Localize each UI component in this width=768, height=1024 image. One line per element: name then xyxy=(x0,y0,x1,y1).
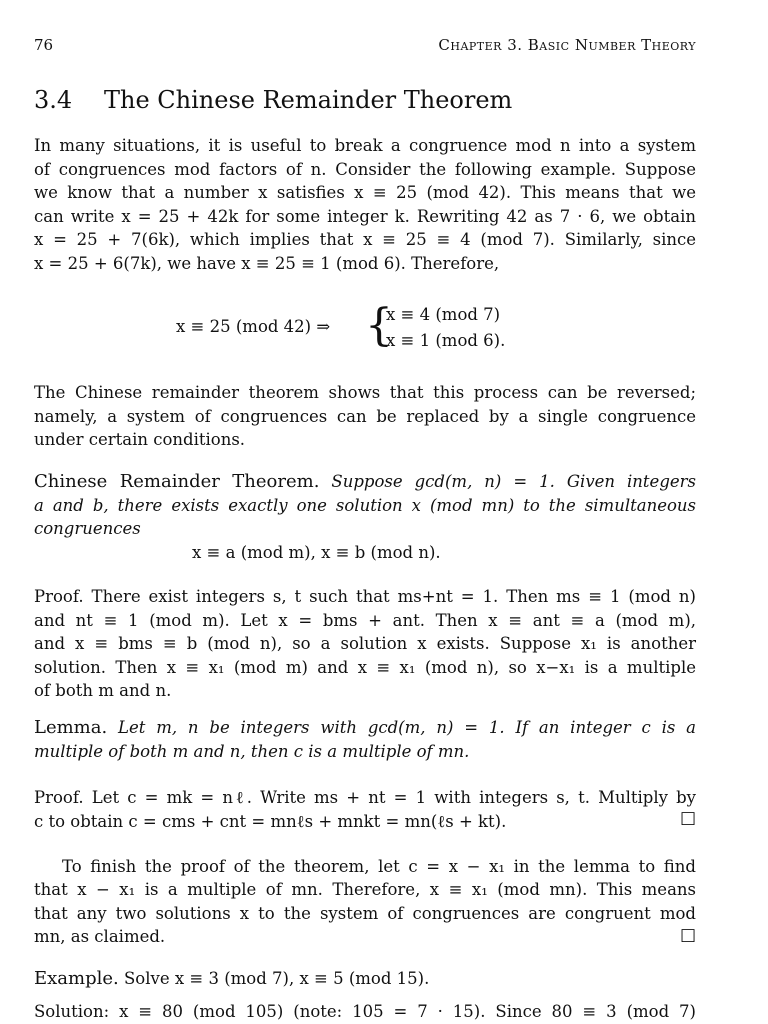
proof-2 xyxy=(34,786,696,833)
para3-line: mn, as claimed. xyxy=(34,927,166,946)
proof-1 xyxy=(34,585,696,703)
lemma-heading: Lemma. xyxy=(34,717,108,738)
intro-line: x = 25 + 6(7k), we have x ≡ 25 ≡ 1 (mod 6). Therefore, xyxy=(34,253,500,273)
intro-line: of congruences mod factors of n. Consider the following example. Suppose xyxy=(34,159,696,179)
display1-case2: x ≡ 1 (mod 6). xyxy=(386,331,506,350)
section-title xyxy=(34,86,512,114)
theorem-statement xyxy=(34,470,696,541)
intro-line: In many situations, it is useful to break a congruence mod n into a system xyxy=(34,136,696,155)
theorem-line: a and b, there exists exactly one solution x (mod mn) to the simultaneous xyxy=(34,495,696,515)
section-number: 3.4 xyxy=(34,86,73,114)
solution-line: Solution: x ≡ 80 (mod 105) (note: 105 = 7 · 15). Since 80 ≡ 3 (mod 7) xyxy=(34,1002,696,1021)
proof1-line: of both m and n. xyxy=(34,681,172,700)
display1-lhs: x ≡ 25 (mod 42) ⇒ xyxy=(176,317,331,336)
paragraph-3-cont xyxy=(34,878,696,949)
proof1-line: solution. Then x ≡ x₁ (mod m) and x ≡ x₁ (mod n), so x−x₁ is a multiple xyxy=(34,657,696,677)
theorem-heading: Chinese Remainder Theorem. xyxy=(34,471,320,492)
display1-case1: x ≡ 4 (mod 7) xyxy=(386,305,501,324)
para3-line: that x − x₁ is a multiple of mn. Therefore, x ≡ x₁ (mod mn). This means xyxy=(34,880,696,899)
theorem-line: Suppose gcd(m, n) = 1. Given integers xyxy=(331,472,696,491)
qed-symbol: □ xyxy=(679,808,696,828)
para2-line: namely, a system of congruences can be replaced by a single congruence xyxy=(34,406,696,426)
proof2-line: c to obtain c = cms + cnt = mnℓs + mnkt = mn(ℓs + kt). xyxy=(34,811,507,831)
example-text: Solve x ≡ 3 (mod 7), x ≡ 5 (mod 15). xyxy=(124,969,430,988)
running-head: Chapter 3. Basic Number Theory xyxy=(438,36,696,54)
intro-line: can write x = 25 + 42k for some integer k. Rewriting 42 as 7 · 6, we obtain xyxy=(34,206,696,226)
lemma-statement xyxy=(34,716,696,763)
intro-line: we know that a number x satisfies x ≡ 25 (mod 42). This means that we xyxy=(34,183,696,202)
para2-line: The Chinese remainder theorem shows that this process can be reversed; xyxy=(34,383,696,402)
para2-line: under certain conditions. xyxy=(34,430,246,449)
proof1-line: and nt ≡ 1 (mod m). Let x = bms + ant. Then x ≡ ant ≡ a (mod m), xyxy=(34,610,696,630)
intro-line: x = 25 + 7(6k), which implies that x ≡ 25 ≡ 4 (mod 7). Similarly, since xyxy=(34,230,696,249)
example-heading: Example. xyxy=(34,968,119,989)
proof2-line: Proof. Let c = mk = nℓ. Write ms + nt = 1 with integers s, t. Multiply by xyxy=(34,788,696,807)
para3-line: To finish the proof of the theorem, let c = x − x₁ in the lemma to find xyxy=(62,857,696,876)
theorem-line: congruences xyxy=(34,519,141,538)
para3-line: that any two solutions x to the system of congruences are congruent mod xyxy=(34,903,696,923)
paragraph-2 xyxy=(34,381,696,452)
page-header xyxy=(34,36,696,54)
lemma-line: Let m, n be integers with gcd(m, n) = 1. If an integer c is a xyxy=(118,718,696,737)
proof1-line: Proof. There exist integers s, t such that ms+nt = 1. Then ms ≡ 1 (mod n) xyxy=(34,587,696,606)
lemma-line: multiple of both m and n, then c is a multiple of mn. xyxy=(34,741,470,761)
qed-symbol: □ xyxy=(679,925,696,945)
example-statement xyxy=(34,967,696,991)
proof1-line: and x ≡ bms ≡ b (mod n), so a solution x exists. Suppose x₁ is another xyxy=(34,634,696,653)
paragraph-3 xyxy=(34,855,696,879)
solution-start xyxy=(34,1000,696,1024)
theorem-display: x ≡ a (mod m), x ≡ b (mod n). xyxy=(192,543,441,562)
page-number: 76 xyxy=(34,36,54,54)
section-title-text: The Chinese Remainder Theorem xyxy=(104,86,513,114)
intro-paragraph xyxy=(34,134,696,275)
display1-brace: { xyxy=(365,300,393,351)
